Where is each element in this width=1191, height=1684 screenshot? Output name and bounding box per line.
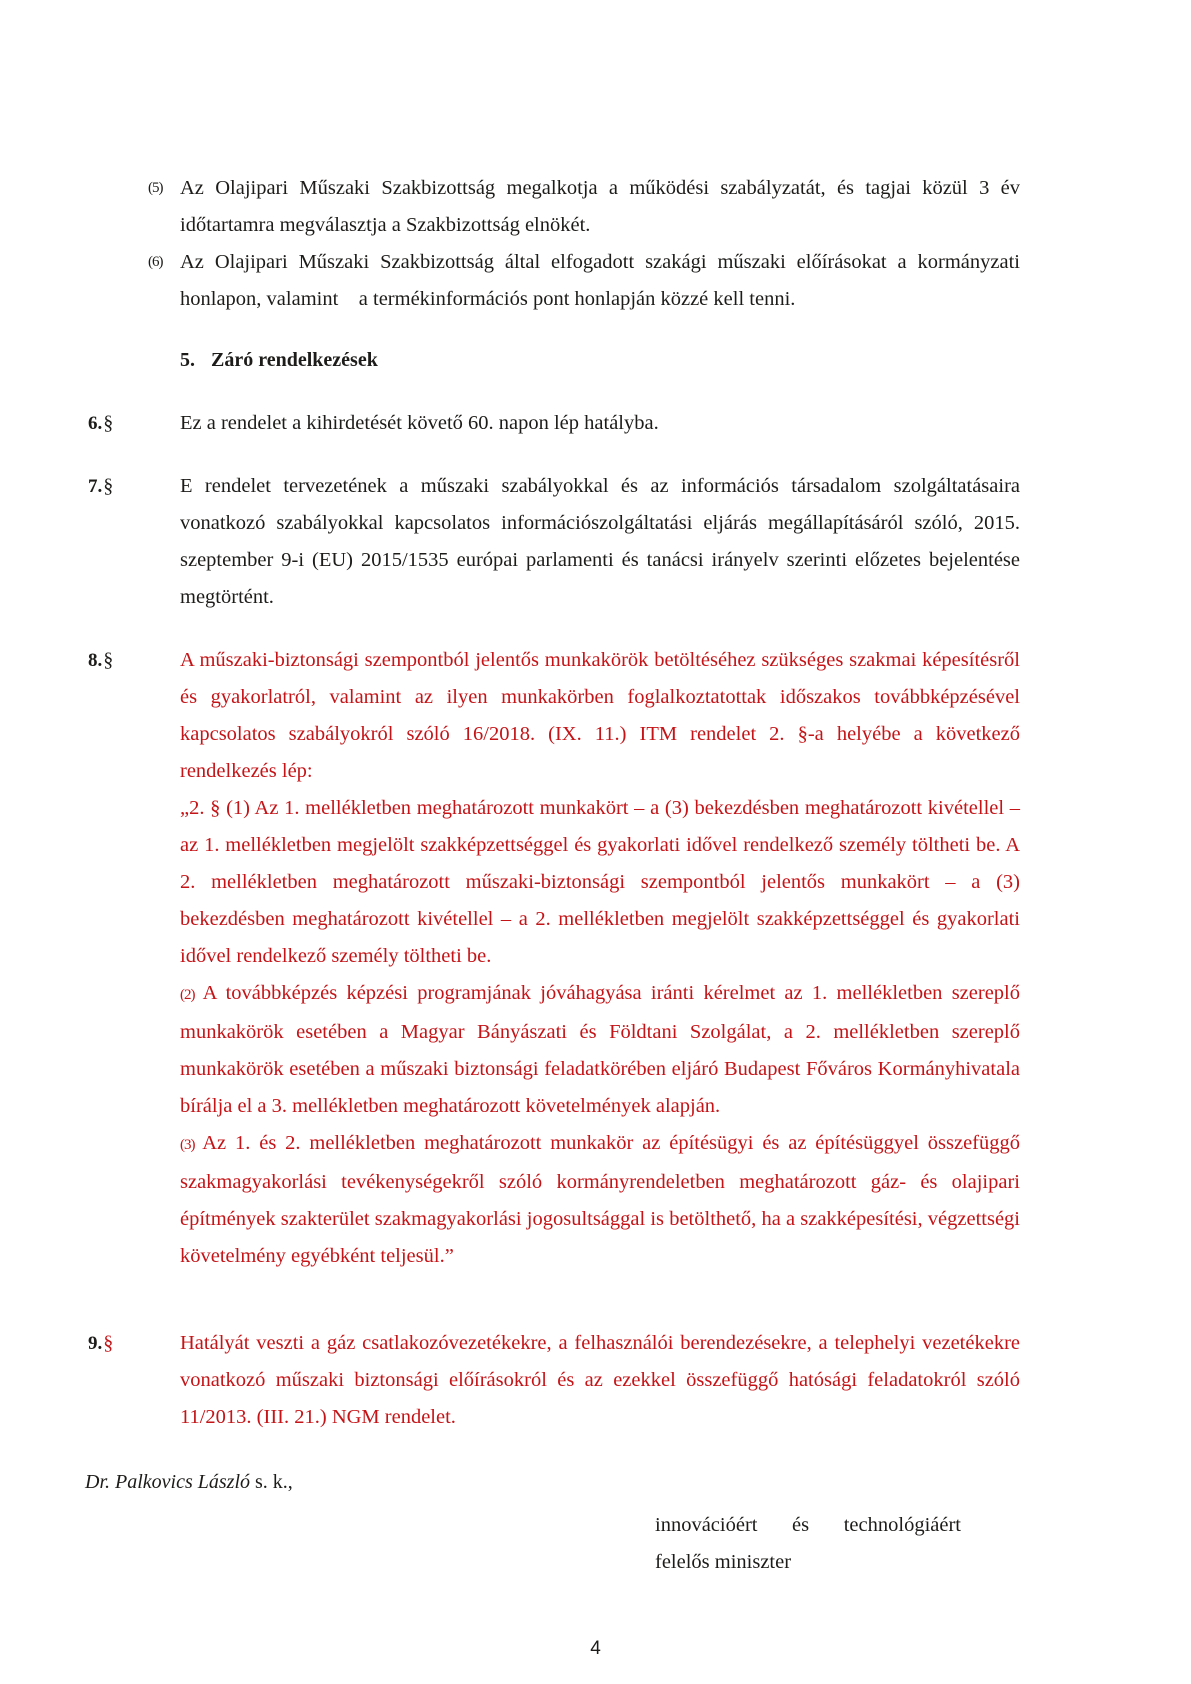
signer-suffix: s. k., [250,1471,293,1493]
paragraph-marker: (3) [180,1137,195,1153]
label-number: 6. [88,413,103,434]
section-heading [180,342,1020,379]
paragraph-amendment [180,1125,1020,1275]
section-7 [0,468,1191,616]
section-7-label [88,468,113,506]
paragraph-marker: (5) [148,180,163,196]
page-number: 4 [590,1638,601,1659]
signer-name: Dr. Palkovics László [85,1471,250,1493]
paragraph: Ez a rendelet a kihirdetését követő 60. napon lép hatályba. [180,412,659,434]
intro-item-5 [148,170,1020,244]
paragraph-text: Az Olajipari Műszaki Szakbizottság megalkotja a működési szabályzatát, és tagjai közül 3 év időtartamra megválasztja a Szakbizottság elnökét. [180,177,1020,236]
paragraph-text: Az Olajipari Műszaki Szakbizottság által elfogadott szakági műszaki előírásokat a kormányzati honlapon, valamint a termékinformációs pont honlapján közzé kell tenni. [180,251,1020,310]
section-6 [0,405,1191,442]
paragraph-amendment [180,975,1020,1125]
section-sign-icon: § [103,412,114,434]
heading-title: Záró rendelkezések [211,349,378,371]
paragraph-marker: (2) [180,987,195,1003]
minister-title-block [655,1507,961,1581]
label-number: 8. [88,650,103,671]
paragraph-amendment: A műszaki-biztonsági szempontból jelentős munkakörök betöltéséhez szükséges szakmai képesítésről és gyakorlatról, valamint az ilyen munkakörben foglalkoztatottak időszakos továbbképzésével kapcsolatos szabályokról szóló 16/2018. (IX. 11.) ITM rendelet 2. §-a helyébe a következő rendelkezés lép: [180,649,1020,782]
section-8-label [88,642,113,680]
paragraph-text: Az 1. és 2. mellékletben meghatározott munkakör az építésügyi és az építésüggyel összefüggő szakmagyakorlási tevékenységekről szóló kormányrendeletben meghatározott gáz- és olajipari építmények szakterület szakmagyakorlási jogosultsággal is betölthető, ha a szakképesítési, végzettségi követelmény egyébként teljesül.” [180,1132,1021,1267]
paragraph-text: A továbbképzés képzési programjának jóváhagyása iránti kérelmet az 1. mellékletben szereplő munkakörök esetében a Magyar Bányászati és Földtani Szolgálat, a 2. mellékletben szereplő munkakörök esetében a műszaki biztonsági feladatkörében eljáró Budapest Főváros Kormányhivatala bírálja el a 3. mellékletben meghatározott követelmények alapján. [180,982,1020,1117]
paragraph-amendment: „2. § (1) Az 1. mellékletben meghatározott munkakört – a (3) bekezdésben meghatározott kivétellel – az 1. mellékletben megjelölt szakképzettséggel és gyakorlati idővel rendelkező személy töltheti be. A 2. mellékletben meghatározott műszaki-biztonsági szempontból jelentős munkakört – a (3) bekezdésben meghatározott kivétellel – a 2. mellékletben megjelölt szakképzettséggel és gyakorlati idővel rendelkező személy töltheti be. [180,797,1020,967]
intro-list [148,170,1020,318]
paragraph-amendment: Hatályát veszti a gáz csatlakozóvezetékekre, a felhasználói berendezésekre, a telephelyi vezetékekre vonatkozó műszaki biztonsági előírásokról és az ezekkel összefüggő hatósági feladatokról szóló 11/2013. (III. 21.) NGM rendelet. [180,1332,1020,1428]
minister-title-line1: innovációért és technológiáért [655,1514,961,1536]
section-6-label [88,405,113,443]
section-sign-icon: § [103,1332,114,1354]
section-sign-icon: § [103,475,114,497]
section-9-label [88,1325,113,1363]
label-number: 9. [88,1333,103,1354]
paragraph-marker: (6) [148,254,163,270]
paragraph: E rendelet tervezetének a műszaki szabályokkal és az információs társadalom szolgáltatásaira vonatkozó szabályokkal kapcsolatos információszolgáltatási eljárás megállapításáról szóló, 2015. szeptember 9-i (EU) 2015/1535 európai parlamenti és tanácsi irányelv szerinti előzetes bejelentése megtörtént. [180,475,1020,608]
section-sign-icon: § [103,649,114,671]
signature-line [85,1464,1020,1501]
heading-number: 5. [180,349,195,371]
section-8 [0,642,1191,1275]
label-number: 7. [88,476,103,497]
intro-item-6 [148,244,1020,318]
section-9 [0,1325,1191,1436]
minister-title-line2: felelős miniszter [655,1551,792,1573]
